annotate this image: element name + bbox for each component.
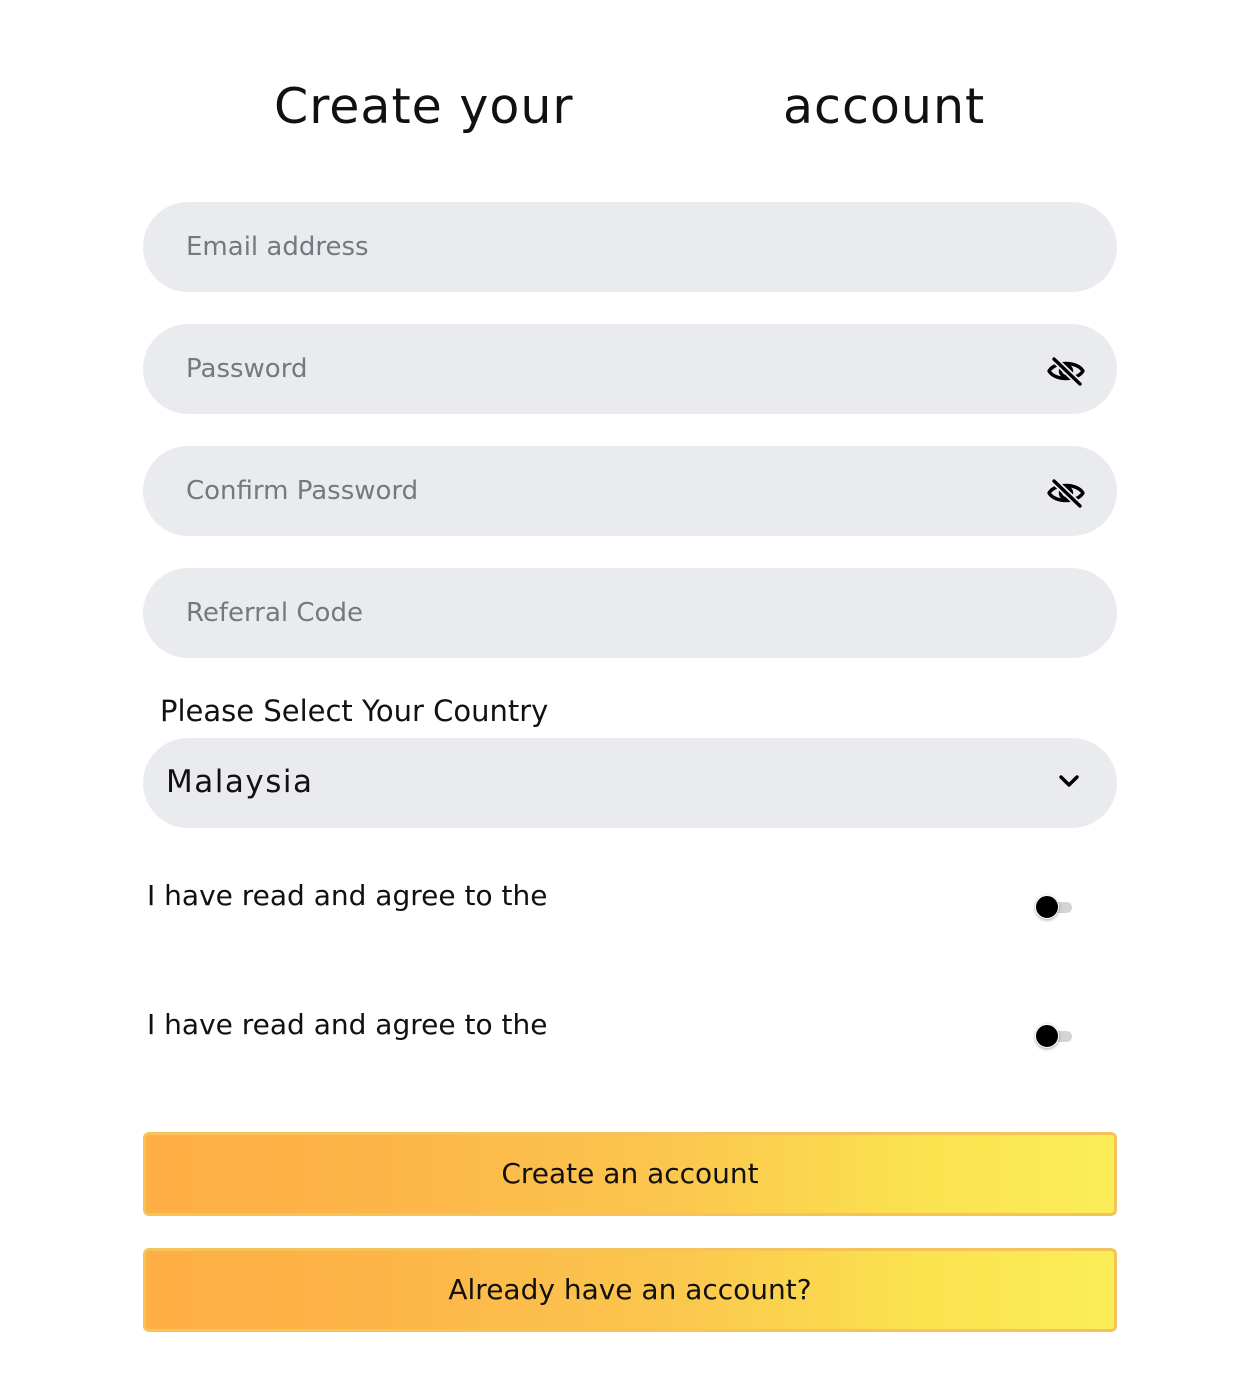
privacy-agreement-text: I have read and agree to the [147,1008,548,1041]
toggle-knob [1035,895,1059,919]
confirm-password-field-container [143,446,1117,536]
email-input[interactable] [143,202,1117,292]
terms-agreement-toggle[interactable] [1034,894,1074,920]
country-select[interactable] [143,738,1117,828]
referral-field-container [143,568,1117,658]
referral-code-input[interactable] [143,568,1117,658]
password-field-container [143,324,1117,414]
page-title-part-1: Create your [274,78,574,135]
chevron-down-icon [1058,773,1080,789]
email-field-container [143,202,1117,292]
login-redirect-button[interactable]: Already have an account? [143,1248,1117,1332]
eye-slash-icon[interactable] [1047,356,1085,386]
page-title-part-2: account [783,78,986,135]
password-input[interactable] [143,324,1117,414]
privacy-agreement-toggle[interactable] [1034,1023,1074,1049]
create-account-button[interactable]: Create an account [143,1132,1117,1216]
confirm-password-input[interactable] [143,446,1117,536]
country-label: Please Select Your Country [160,694,549,728]
country-selected-value: Malaysia [166,764,314,800]
toggle-knob [1035,1024,1059,1048]
eye-slash-icon[interactable] [1047,478,1085,508]
terms-agreement-text: I have read and agree to the [147,879,548,912]
